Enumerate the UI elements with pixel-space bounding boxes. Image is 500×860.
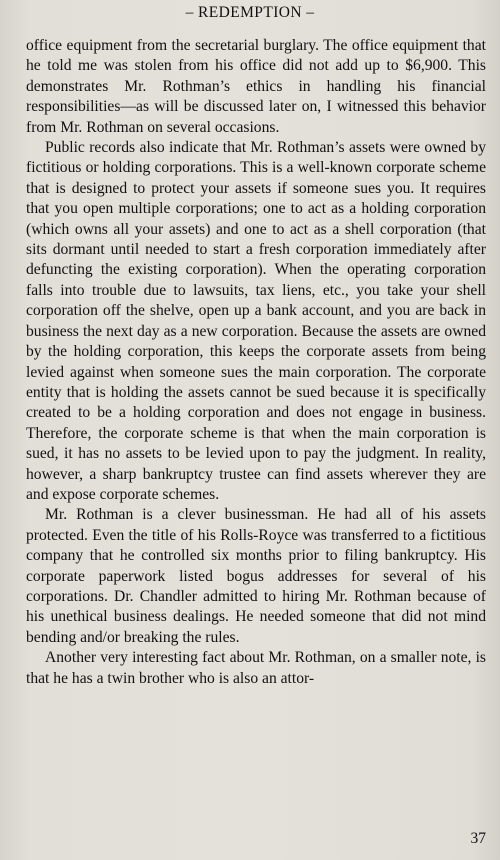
paragraph-corporate-scheme: Public records also indicate that Mr. Rothman’s assets were owned by fictitious or holding corporations. This is a well-known corporate scheme that is designed to protect your assets if someone sues you. It requires that you open multiple corporations; one to act as a holding corporation (which owns all your assets) and one to act as a shell corporation (that sits dormant until needed to start a fresh corporation immediately after defuncting the existing corporation). When the operating corporation falls into trouble due to lawsuits, tax liens, etc., you take your shell corporation off the shelve, open up a bank account, and you are back in business the next day as a new corporation. Because the assets are owned by the holding corporation, this keeps the corporate assets from being levied against when someone sues the main corporation. The corporate entity that is holding the assets cannot be sued because it is specifically created to be a holding corporation and does not engage in business. Therefore, the corporate scheme is that when the main corporation is sued, it has no assets to be levied upon to pay the judgment. In reality, however, a sharp bankruptcy trustee can find assets wherever they are and expose corporate schemes. [26,139,486,503]
paragraph-continued: office equipment from the secretarial burglary. The office equipment that he told me was stolen from his office did not add up to $6,900. This demonstrates Mr. Rothman’s ethics in handling his financial responsibilities—as will be discussed later on, I witnessed this behavior from Mr. Rothman on several occasions. [26,37,486,136]
paragraph-twin-brother: Another very interesting fact about Mr. Rothman, on a smaller note, is that he has a twin brother who is also an attor- [26,649,486,687]
running-head: – REDEMPTION – [185,4,315,21]
page-number: 37 [470,830,486,847]
body-text [26,36,486,689]
paragraph-clever-businessman: Mr. Rothman is a clever businessman. He had all of his assets protected. Even the title of his Rolls-Royce was transferred to a fictitious company that he controlled six months prior to filing bankruptcy. His corporate paperwork listed bogus addresses for several of his corporations. Dr. Chandler admitted to hiring Mr. Rothman because of his unethical business dealings. He needed someone that did not mind bending and/or breaking the rules. [26,506,486,646]
